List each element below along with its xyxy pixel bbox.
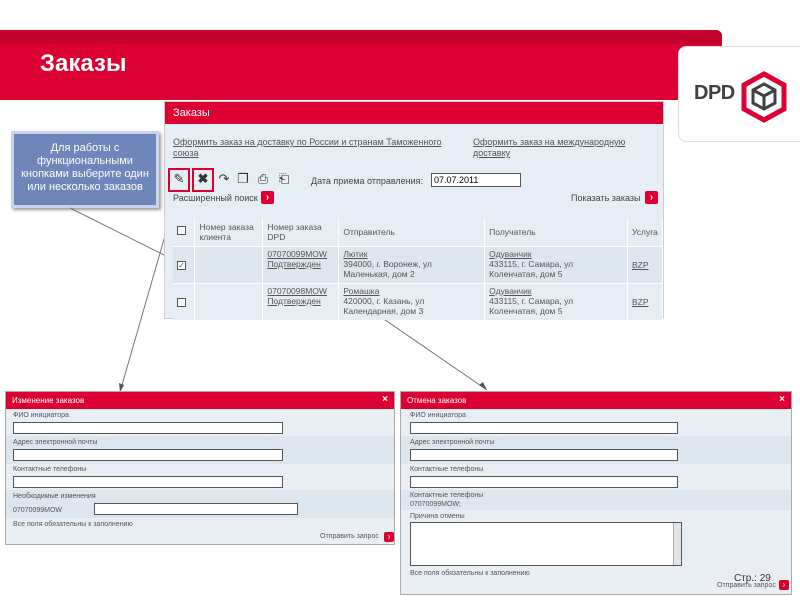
- instruction-callout: Для работы с функциональными кнопками выберите один или несколько заказов: [11, 131, 159, 208]
- orders-panel: [164, 101, 664, 319]
- col-sender: Отправитель: [339, 218, 485, 246]
- row-client-no: [195, 246, 263, 283]
- cancel-phone-label-2: Контактные телефоны: [410, 492, 484, 499]
- orders-panel-header: Заказы: [165, 102, 663, 124]
- repeat-arrow-icon[interactable]: ↷: [218, 171, 230, 186]
- table-row[interactable]: [173, 246, 663, 283]
- select-all-checkbox[interactable]: [177, 226, 186, 235]
- page-number: Стр.: 29: [734, 573, 771, 584]
- cancel-reason-textarea[interactable]: [410, 522, 682, 566]
- cancel-x-icon[interactable]: ✖: [197, 171, 209, 186]
- row-sender-name[interactable]: Ромашка: [343, 285, 380, 296]
- row-receiver-name[interactable]: Одуванчик: [489, 248, 532, 259]
- row-client-no: [195, 283, 263, 320]
- date-input[interactable]: [431, 173, 521, 187]
- edit-dialog-title: Изменение заказов: [12, 396, 85, 405]
- cancel-order-no: 07070099MOW;: [410, 501, 461, 508]
- edit-required-note: Все поля обязательны к заполнению: [13, 521, 133, 528]
- col-service: Услуга: [627, 218, 662, 246]
- link-order-russia[interactable]: Оформить заказ на доставку по России и странам Таможенного союза: [173, 137, 442, 158]
- row-dpd-no-link[interactable]: 07070098MOW: [267, 285, 327, 296]
- edit-send-link[interactable]: Отправить запрос: [320, 533, 379, 540]
- orders-table: [173, 218, 663, 320]
- print-labels-icon[interactable]: ⎗: [278, 171, 290, 186]
- cancel-orders-dialog: [400, 391, 792, 595]
- reason-scrollbar[interactable]: [673, 523, 681, 565]
- edit-order-no: 07070099MOW: [13, 507, 63, 514]
- row-sender-name[interactable]: Лютик: [343, 248, 368, 259]
- cancel-fio-input[interactable]: [410, 422, 678, 434]
- slide-title: Заказы: [40, 50, 127, 77]
- edit-email-input[interactable]: [13, 449, 283, 461]
- print-icon[interactable]: ⎙: [257, 171, 269, 186]
- cancel-phone-input[interactable]: [410, 476, 678, 488]
- copy-icon[interactable]: ❐: [237, 171, 249, 186]
- row-sender-addr: 420000, г. Казань, ул Календарная, дом 3: [343, 295, 425, 316]
- cancel-dialog-title: Отмена заказов: [407, 396, 467, 405]
- row-service-link[interactable]: BZP: [631, 296, 649, 307]
- edit-fio-label: ФИО инициатора: [13, 412, 69, 419]
- cancel-phone-label: Контактные телефоны: [410, 466, 484, 473]
- edit-changes-input[interactable]: [94, 503, 298, 515]
- cancel-send-arrow-icon[interactable]: ›: [779, 580, 789, 590]
- extended-search-arrow-icon[interactable]: ›: [261, 191, 274, 204]
- edit-send-arrow-icon[interactable]: ›: [384, 532, 394, 542]
- edit-orders-dialog: [5, 391, 395, 545]
- row-receiver-addr: 433115, г. Самара, ул Коленчатая, дом 5: [489, 258, 574, 279]
- edit-pencil-icon[interactable]: ✎: [173, 171, 185, 186]
- extended-search-link[interactable]: Расширенный поиск: [173, 193, 258, 203]
- link-order-international[interactable]: Оформить заказ на международную доставку: [473, 137, 626, 158]
- col-dpd-no: Номер заказа DPD: [263, 218, 339, 246]
- row-status: Подтвержден: [267, 258, 321, 269]
- col-receiver: Получатель: [485, 218, 628, 246]
- row-status: Подтвержден: [267, 295, 321, 306]
- cancel-send-link[interactable]: Отправить запрос: [717, 582, 776, 589]
- cancel-fio-label: ФИО инициатора: [410, 412, 466, 419]
- col-client-no: Номер заказа клиента: [195, 218, 263, 246]
- edit-changes-label: Необходимые изменения: [13, 493, 96, 500]
- row-sender-addr: 394000, г. Воронеж, ул Маленькая, дом 2: [343, 258, 432, 279]
- row-checkbox[interactable]: [177, 298, 186, 307]
- row-receiver-name[interactable]: Одуванчик: [489, 285, 532, 296]
- edit-phone-input[interactable]: [13, 476, 283, 488]
- edit-phone-label: Контактные телефоны: [13, 466, 87, 473]
- row-dpd-no-link[interactable]: 07070099MOW: [267, 248, 327, 259]
- edit-email-label: Адрес электронной почты: [13, 439, 98, 446]
- date-label: Дата приема отправления:: [311, 176, 424, 186]
- row-checkbox-checked[interactable]: ✓: [178, 260, 185, 270]
- cancel-required-note: Все поля обязательны к заполнению: [410, 570, 530, 577]
- table-header-row: [173, 218, 663, 246]
- table-row[interactable]: [173, 283, 663, 320]
- row-service-link[interactable]: BZP: [631, 259, 649, 270]
- edit-dialog-close-icon[interactable]: ×: [382, 394, 388, 405]
- show-orders-arrow-icon[interactable]: ›: [645, 191, 658, 204]
- show-orders-link[interactable]: Показать заказы: [571, 193, 641, 203]
- cancel-email-label: Адрес электронной почты: [410, 439, 495, 446]
- cancel-email-input[interactable]: [410, 449, 678, 461]
- row-receiver-addr: 433115, г. Самара, ул Коленчатая, дом 5: [489, 295, 574, 316]
- cancel-reason-label: Причина отмены: [410, 513, 465, 520]
- dpd-logo-text: DPD: [694, 82, 735, 104]
- edit-fio-input[interactable]: [13, 422, 283, 434]
- cancel-dialog-close-icon[interactable]: ×: [779, 394, 785, 405]
